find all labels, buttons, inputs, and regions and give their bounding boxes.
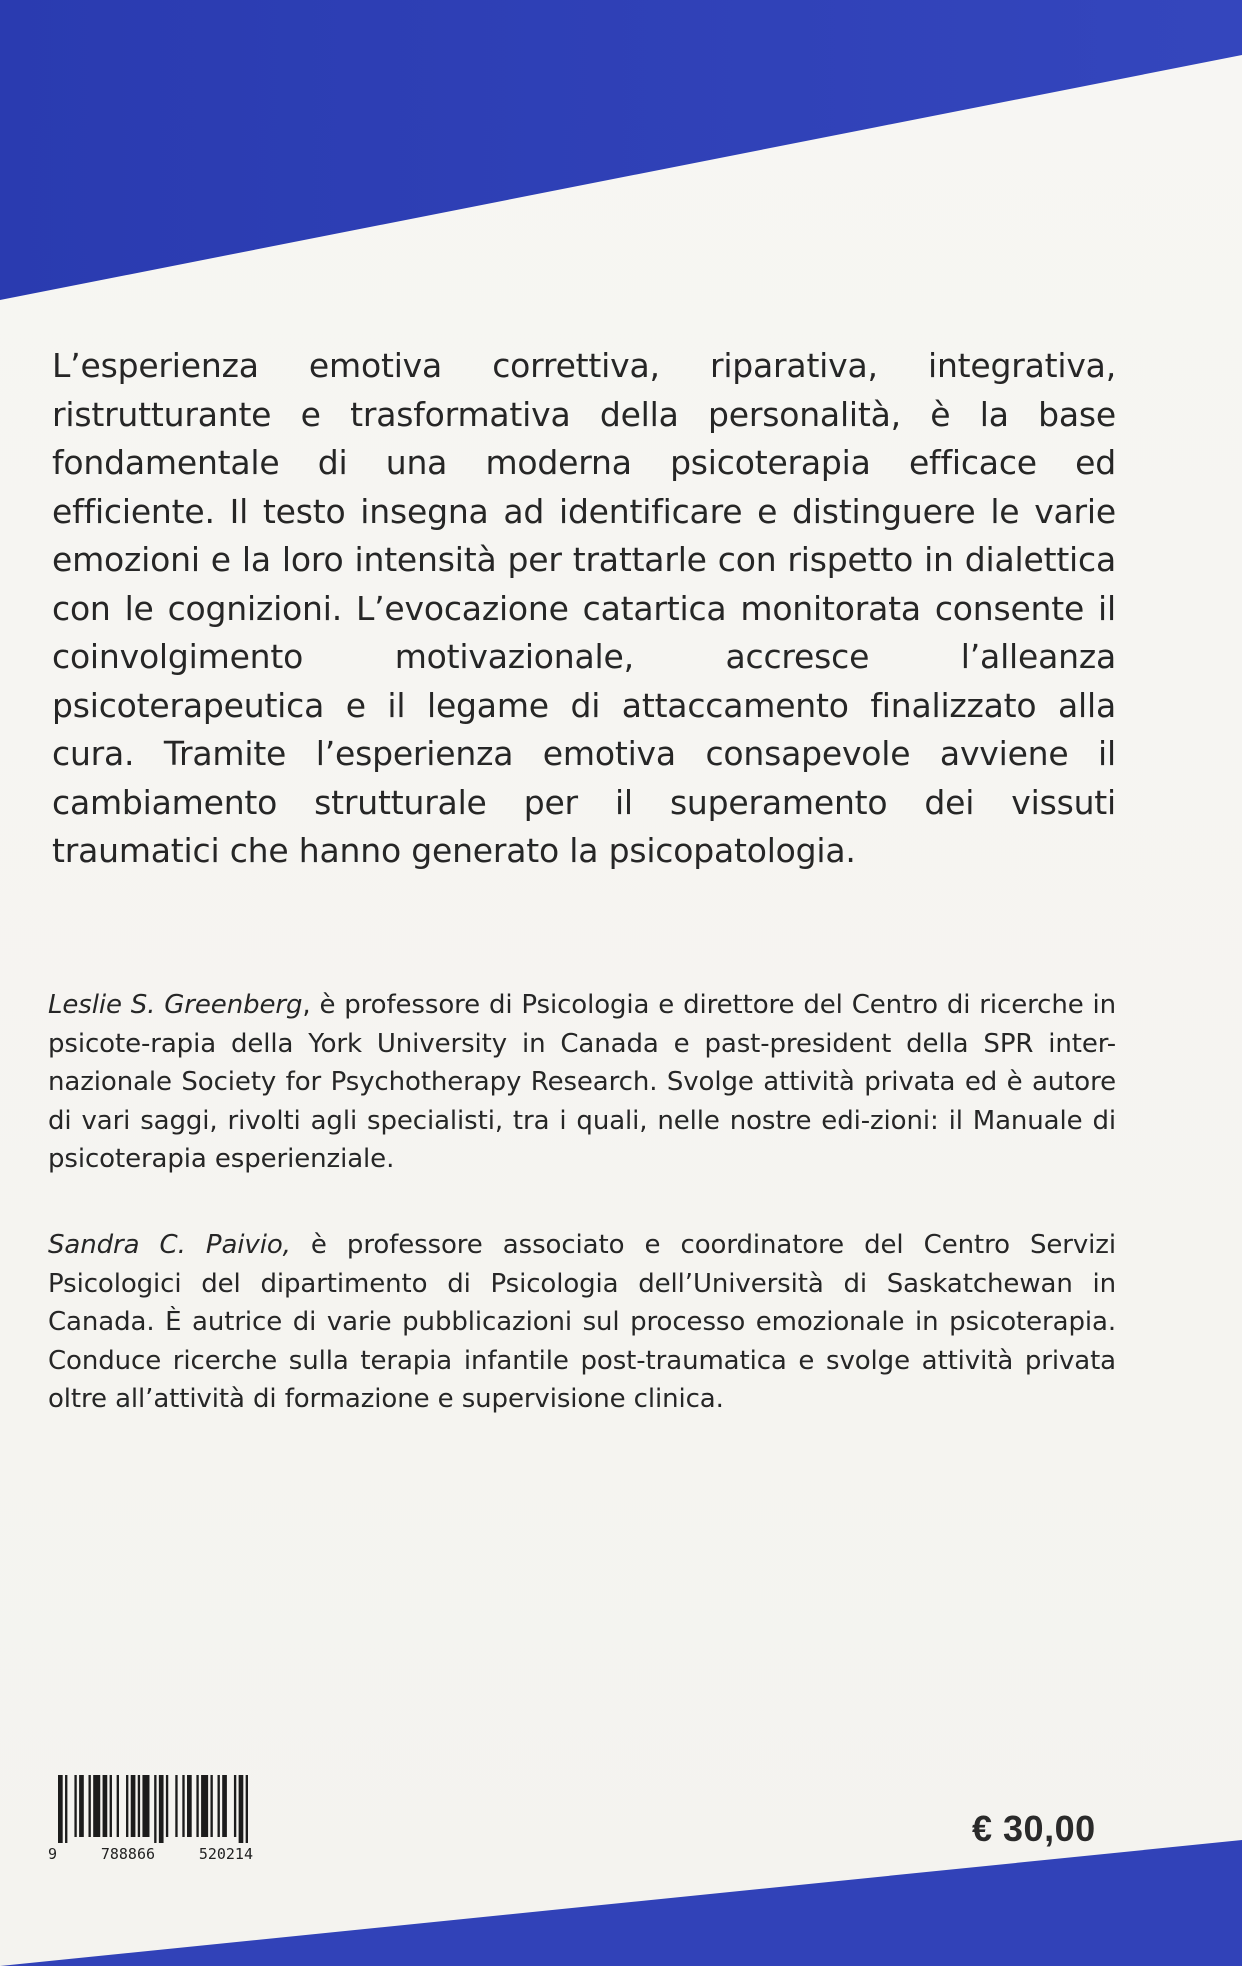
barcode-bar xyxy=(187,1775,192,1837)
barcode-bar xyxy=(103,1775,108,1837)
author-name: Leslie S. Greenberg xyxy=(48,990,303,1020)
barcode-bar xyxy=(166,1775,168,1837)
author-name: Sandra C. Paivio, xyxy=(48,1230,291,1260)
barcode-bar xyxy=(117,1775,119,1837)
top-blue-band xyxy=(0,0,1242,310)
author-bio-paivio xyxy=(48,1226,1116,1419)
barcode-bar xyxy=(210,1775,212,1837)
barcode-bar xyxy=(74,1775,76,1837)
author-bio-greenberg xyxy=(48,986,1116,1179)
barcode-bar xyxy=(131,1775,136,1837)
barcode-bar xyxy=(196,1775,198,1837)
barcode-bar xyxy=(142,1775,149,1837)
barcode-first-digit: 9 xyxy=(48,1845,58,1863)
barcode-bar xyxy=(175,1775,177,1837)
author-bio-text: è professore associato e coordinatore del Centro Servizi Psicologici del dipartimento di Psicologia dell’Università di Saskatchewan in Canada. È autrice di varie pubblicazioni sul processo emozionale in psicoterapia. Conduce ricerche sulla terapia infantile post-traumatica e svolge attività privata oltre all’attività di formazione e supervisione clinica. xyxy=(48,1230,1116,1414)
barcode-bar xyxy=(126,1775,128,1837)
barcode-bar xyxy=(234,1775,236,1837)
barcode-bar xyxy=(110,1775,112,1837)
back-cover-blurb: L’esperienza emotiva correttiva, riparativa, integrativa, ristrutturante e trasformativa della personalità, è la base fondamentale di una moderna psicoterapia efficace ed efficiente. Il testo insegna ad identificare e distinguere le varie emozioni e la loro intensità per trattarle con rispetto in dialettica con le cognizioni. L’evocazione catartica monitorata consente il coinvolgimento motivazionale, accresce l’alleanza psicoterapeutica e il legame di attaccamento finalizzato alla cura. Tramite l’esperienza emotiva consapevole avviene il cambiamento strutturale per il superamento dei vissuti traumatici che hanno generato la psicopatologia. xyxy=(52,346,1116,870)
barcode-left-group: 788866 xyxy=(100,1845,156,1863)
barcode-bar xyxy=(218,1775,220,1837)
barcode-bar xyxy=(201,1775,208,1837)
author-bio-text: , è professore di Psicologia e direttore del Centro di ricerche in psicote-rapia della York University in Canada e past-president della SPR inter-nazionale Society for Psychotherapy Research. Svolge attività privata ed è autore di vari saggi, rivolti agli specialisti, tra i quali, nelle nostre edi-zioni: il Manuale di psicoterapia esperienziale. xyxy=(48,990,1117,1174)
barcode-bar xyxy=(79,1775,84,1837)
price-label: € 30,00 xyxy=(972,1808,1096,1849)
bottom-blue-band xyxy=(0,1830,1242,1966)
barcode-bar xyxy=(138,1775,140,1837)
barcode-bar xyxy=(222,1775,227,1837)
barcode-bar xyxy=(88,1775,90,1837)
barcode-bar xyxy=(93,1775,100,1837)
barcode-bar xyxy=(182,1775,184,1837)
barcode-right-group: 520214 xyxy=(198,1845,253,1863)
